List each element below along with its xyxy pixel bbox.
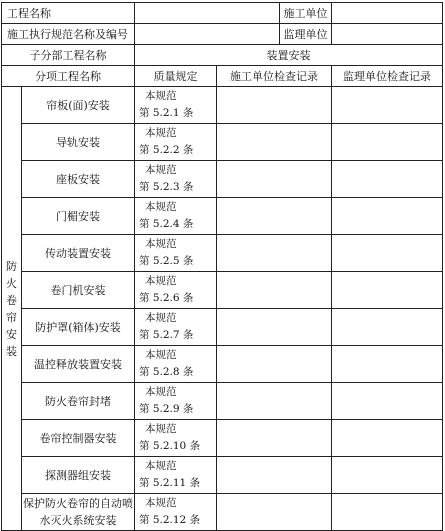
item-name: 导轨安装 — [22, 124, 135, 161]
supervision-check-cell[interactable] — [332, 272, 443, 309]
quality-line-2: 第 5.2.10 条 — [139, 440, 201, 452]
quality-rule — [135, 309, 217, 346]
quality-rule — [135, 346, 217, 383]
quality-rule — [135, 87, 217, 124]
construction-check-cell[interactable] — [217, 235, 332, 272]
column-header-item: 分项工程名称 — [2, 66, 135, 87]
quality-line-2: 第 5.2.9 条 — [139, 403, 194, 415]
supervision-check-cell[interactable] — [332, 87, 443, 124]
quality-line-2: 第 5.2.4 条 — [139, 218, 194, 230]
project-name-value[interactable] — [135, 3, 280, 24]
item-name: 卷门机安装 — [22, 272, 135, 309]
group-label-char: 防 — [6, 259, 17, 273]
standard-label: 施工执行规范名称及编号 — [2, 24, 135, 45]
construction-check-cell[interactable] — [217, 346, 332, 383]
quality-line-1: 本规范 — [145, 349, 177, 361]
column-header-construction-check: 施工单位检查记录 — [217, 66, 332, 87]
subproject-label: 子分部工程名称 — [2, 45, 135, 66]
standard-value[interactable] — [135, 24, 280, 45]
item-name: 座板安装 — [22, 161, 135, 198]
group-label — [2, 87, 22, 531]
quality-line-2: 第 5.2.5 条 — [139, 255, 194, 267]
construction-check-cell[interactable] — [217, 124, 332, 161]
table-row — [2, 87, 443, 124]
construction-check-cell[interactable] — [217, 161, 332, 198]
item-name: 保护防火卷帘的自动喷水灭火系统安装 — [22, 494, 135, 531]
quality-rule — [135, 457, 217, 494]
group-label-char: 卷 — [6, 293, 17, 307]
quality-line-2: 第 5.2.11 条 — [139, 477, 201, 489]
quality-line-2: 第 5.2.3 条 — [139, 181, 194, 193]
supervision-unit-label: 监理单位 — [280, 24, 332, 45]
item-name: 温控释放装置安装 — [22, 346, 135, 383]
supervision-check-cell[interactable] — [332, 420, 443, 457]
construction-check-cell[interactable] — [217, 309, 332, 346]
group-label-char: 安 — [6, 327, 17, 341]
construction-check-cell[interactable] — [217, 87, 332, 124]
table-row — [2, 383, 443, 420]
quality-line-1: 本规范 — [145, 312, 177, 324]
table-row — [2, 124, 443, 161]
table-row — [2, 309, 443, 346]
supervision-unit-value[interactable] — [332, 24, 443, 45]
item-name: 探测器组安装 — [22, 457, 135, 494]
group-label-char: 火 — [6, 276, 17, 290]
standard-row — [2, 24, 443, 45]
quality-rule — [135, 383, 217, 420]
construction-check-cell[interactable] — [217, 198, 332, 235]
supervision-check-cell[interactable] — [332, 309, 443, 346]
table-row — [2, 272, 443, 309]
quality-line-2: 第 5.2.7 条 — [139, 329, 194, 341]
column-header-supervision-check: 监理单位检查记录 — [332, 66, 443, 87]
quality-line-1: 本规范 — [145, 127, 177, 139]
group-label-char: 装 — [6, 344, 17, 358]
quality-line-1: 本规范 — [145, 201, 177, 213]
quality-line-1: 本规范 — [145, 275, 177, 287]
subproject-row — [2, 45, 443, 66]
quality-rule — [135, 494, 217, 531]
quality-line-1: 本规范 — [145, 423, 177, 435]
supervision-check-cell[interactable] — [332, 235, 443, 272]
table-row — [2, 494, 443, 531]
supervision-check-cell[interactable] — [332, 457, 443, 494]
construction-check-cell[interactable] — [217, 420, 332, 457]
construction-check-cell[interactable] — [217, 383, 332, 420]
column-header-row — [2, 66, 443, 87]
supervision-check-cell[interactable] — [332, 198, 443, 235]
group-label-char: 帘 — [6, 310, 17, 324]
group-label-text — [2, 258, 21, 360]
subproject-value: 装置安装 — [135, 45, 443, 66]
table-row — [2, 457, 443, 494]
quality-line-1: 本规范 — [145, 238, 177, 250]
construction-check-cell[interactable] — [217, 457, 332, 494]
table-row — [2, 161, 443, 198]
quality-rule — [135, 124, 217, 161]
supervision-check-cell[interactable] — [332, 383, 443, 420]
construction-check-cell[interactable] — [217, 494, 332, 531]
quality-line-2: 第 5.2.2 条 — [139, 144, 194, 156]
quality-rule — [135, 420, 217, 457]
item-name: 传动装置安装 — [22, 235, 135, 272]
quality-line-1: 本规范 — [145, 90, 177, 102]
quality-rule — [135, 198, 217, 235]
item-name: 防护罩(箱体)安装 — [22, 309, 135, 346]
quality-line-2: 第 5.2.6 条 — [139, 292, 194, 304]
item-name: 门楣安装 — [22, 198, 135, 235]
construction-unit-label: 施工单位 — [280, 3, 332, 24]
supervision-check-cell[interactable] — [332, 346, 443, 383]
table-row — [2, 420, 443, 457]
supervision-check-cell[interactable] — [332, 124, 443, 161]
quality-rule — [135, 161, 217, 198]
table-row — [2, 346, 443, 383]
item-name: 帘板(面)安装 — [22, 87, 135, 124]
quality-line-2: 第 5.2.8 条 — [139, 366, 194, 378]
quality-line-2: 第 5.2.12 条 — [139, 514, 201, 526]
quality-line-1: 本规范 — [145, 164, 177, 176]
table-row — [2, 198, 443, 235]
quality-rule — [135, 272, 217, 309]
quality-line-2: 第 5.2.1 条 — [139, 107, 194, 119]
column-header-quality: 质量规定 — [135, 66, 217, 87]
item-name: 防火卷帘封堵 — [22, 383, 135, 420]
supervision-check-cell[interactable] — [332, 494, 443, 531]
quality-line-1: 本规范 — [145, 386, 177, 398]
table-row — [2, 235, 443, 272]
quality-line-1: 本规范 — [145, 497, 177, 509]
construction-check-cell[interactable] — [217, 272, 332, 309]
inspection-record-table — [1, 2, 443, 531]
quality-line-1: 本规范 — [145, 460, 177, 472]
project-name-row — [2, 3, 443, 24]
quality-rule — [135, 235, 217, 272]
project-name-label: 工程名称 — [2, 3, 135, 24]
item-name: 卷帘控制器安装 — [22, 420, 135, 457]
construction-unit-value[interactable] — [332, 3, 443, 24]
supervision-check-cell[interactable] — [332, 161, 443, 198]
